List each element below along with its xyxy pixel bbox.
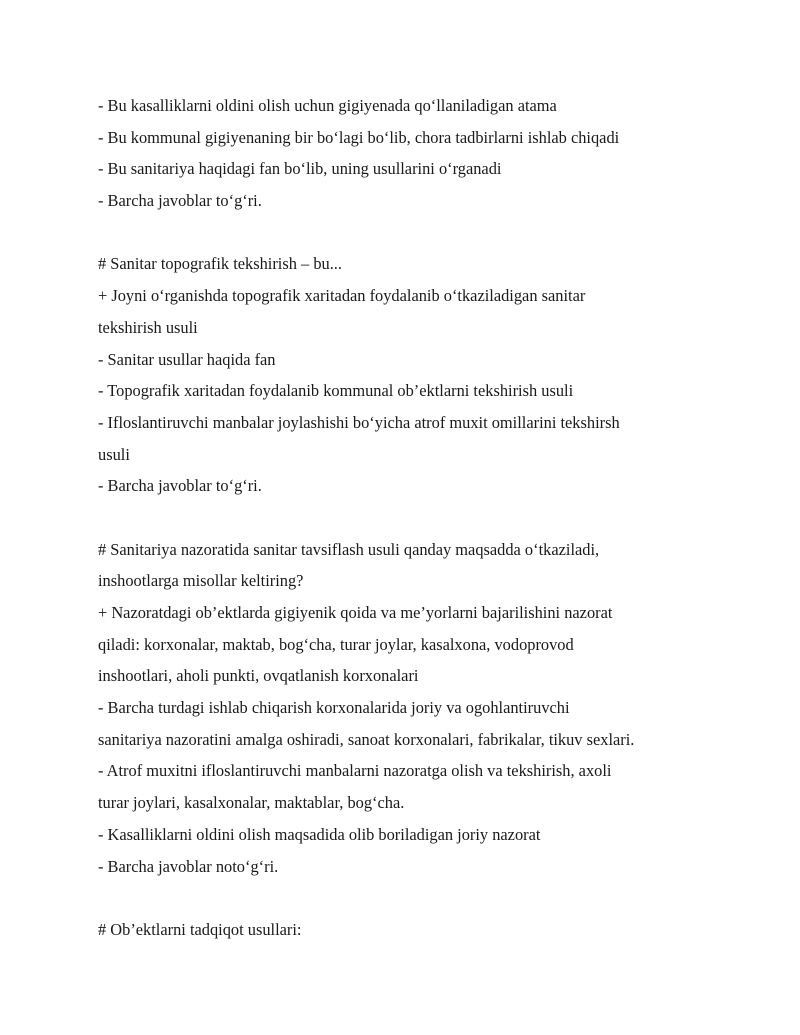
answer-option: - Bu kommunal gigiyenaning bir bo‘lagi bo‘lib, chora tadbirlarni ishlab chiqadi [98, 127, 620, 147]
answer-option: - Atrof muxitni ifloslantiruvchi manbalarni nazoratga olish va tekshirish, axoli [98, 761, 612, 781]
answer-option: - Topografik xaritadan foydalanib kommunal ob’ektlarni tekshirish usuli [98, 381, 574, 401]
answer-option-continued: usuli [98, 444, 130, 464]
correct-answer-continued: inshootlari, aholi punkti, ovqatlanish korxonalari [98, 666, 419, 686]
answer-option: - Barcha turdagi ishlab chiqarish korxonalarida joriy va ogohlantiruvchi [98, 698, 570, 718]
question-heading: # Sanitariya nazoratida sanitar tavsiflash usuli qanday maqsadda o‘tkaziladi, [98, 539, 600, 559]
document-text [98, 90, 718, 946]
answer-option: - Bu sanitariya haqidagi fan bo‘lib, uning usullarini o‘rganadi [98, 159, 502, 179]
blank-line [98, 217, 718, 249]
correct-answer-continued: tekshirish usuli [98, 317, 198, 337]
answer-option: - Barcha javoblar to‘g‘ri. [98, 191, 262, 211]
answer-option: - Kasalliklarni oldini olish maqsadida olib boriladigan joriy nazorat [98, 824, 541, 844]
answer-option: - Barcha javoblar noto‘g‘ri. [98, 856, 279, 876]
correct-answer: + Joyni o‘rganishda topografik xaritadan foydalanib o‘tkaziladigan sanitar [98, 286, 586, 306]
correct-answer-continued: qiladi: korxonalar, maktab, bog‘cha, turar joylar, kasalxona, vodoprovod [98, 634, 574, 654]
answer-option: - Sanitar usullar haqida fan [98, 349, 276, 369]
question-heading: # Sanitar topografik tekshirish – bu... [98, 254, 343, 274]
answer-option: - Barcha javoblar to‘g‘ri. [98, 476, 262, 496]
answer-option-continued: turar joylari, kasalxonalar, maktablar, bog‘cha. [98, 793, 405, 813]
answer-option-continued: sanitariya nazoratini amalga oshiradi, sanoat korxonalari, fabrikalar, tikuv sexlari. [98, 729, 635, 749]
question-heading: # Ob’ektlarni tadqiqot usullari: [98, 919, 302, 939]
blank-line [98, 882, 718, 914]
answer-option: - Bu kasalliklarni oldini olish uchun gigiyenada qo‘llaniladigan atama [98, 96, 557, 115]
question-heading-continued: inshootlarga misollar keltiring? [98, 571, 304, 591]
blank-line [98, 502, 718, 534]
answer-option: - Ifloslantiruvchi manbalar joylashishi bo‘yicha atrof muxit omillarini tekshirsh [98, 412, 620, 432]
correct-answer: + Nazoratdagi ob’ektlarda gigiyenik qoida va me’yorlarni bajarilishini nazorat [98, 603, 613, 622]
